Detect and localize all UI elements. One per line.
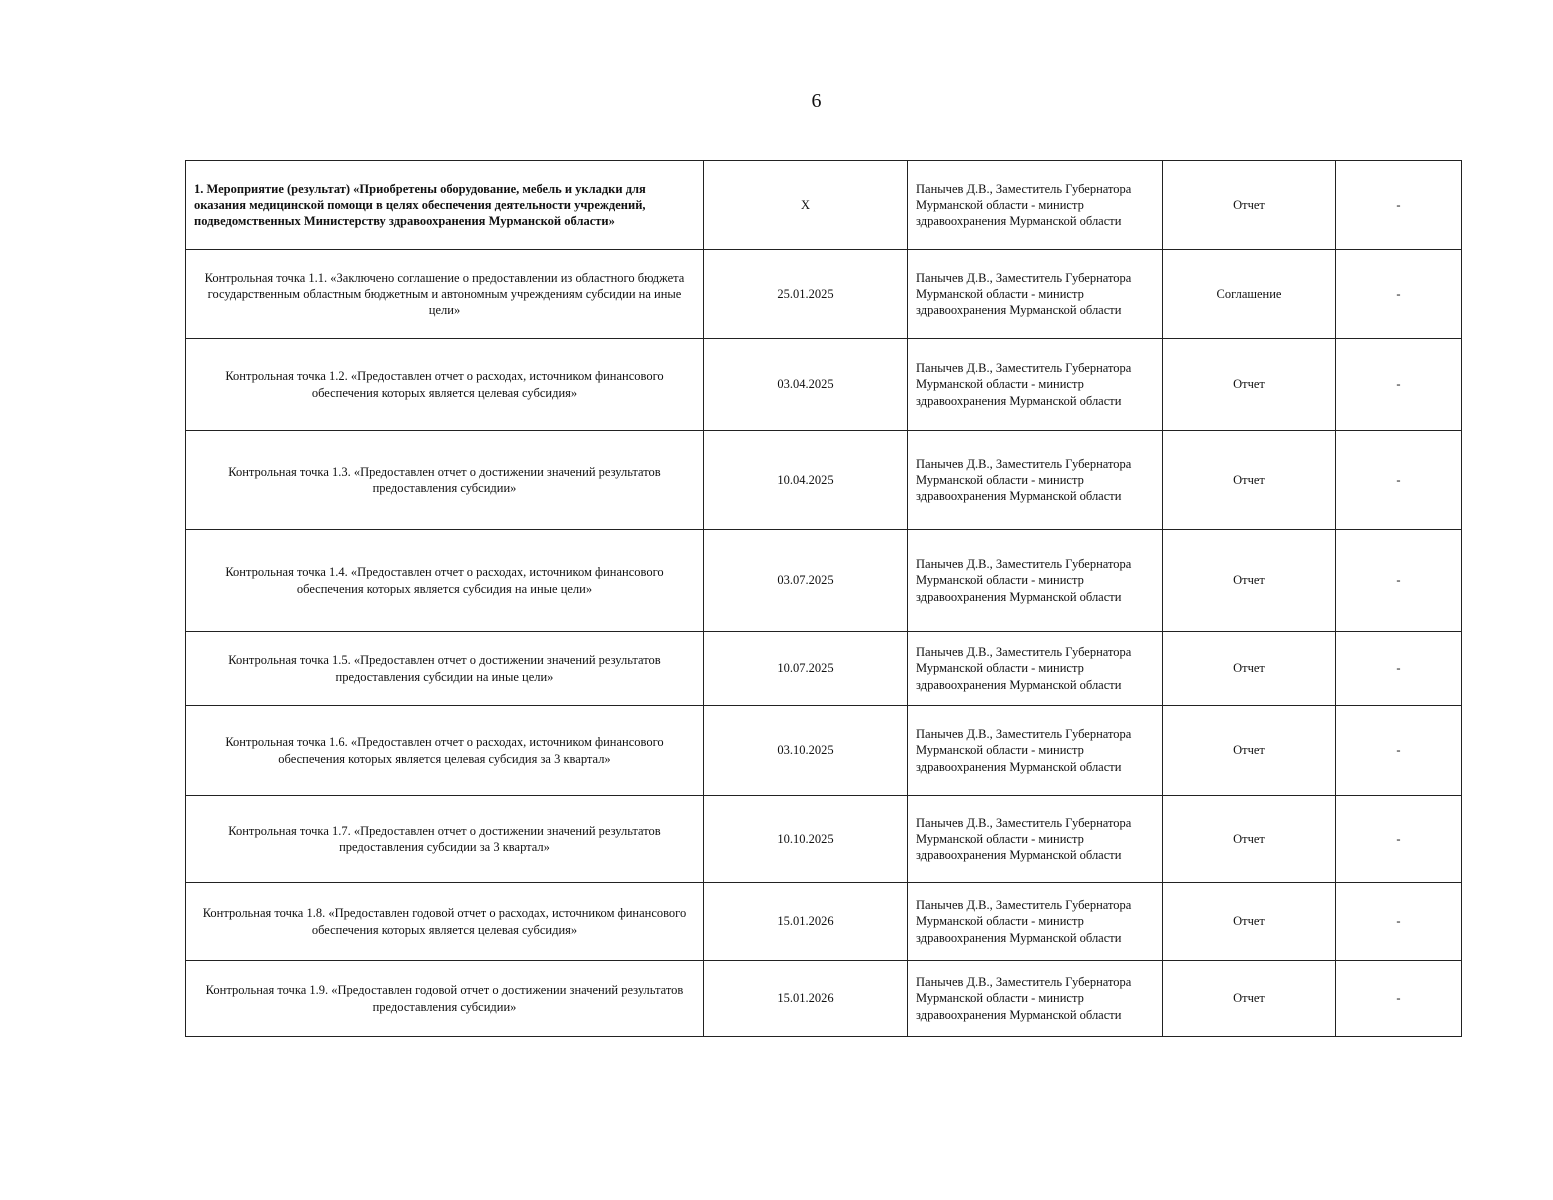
row-note: - [1336, 250, 1462, 339]
row-date: 15.01.2026 [704, 883, 908, 961]
table-row [186, 632, 1462, 706]
control-points-table [185, 160, 1462, 1037]
row-document: Соглашение [1163, 250, 1336, 339]
row-name: Контрольная точка 1.7. «Предоставлен отчет о достижении значений результатов предоставления субсидии за 3 квартал» [186, 796, 704, 883]
row-document: Отчет [1163, 961, 1336, 1037]
table-row [186, 796, 1462, 883]
row-note: - [1336, 796, 1462, 883]
row-responsible: Панычев Д.В., Заместитель Губернатора Мурманской области - министр здравоохранения Мурманской области [908, 250, 1163, 339]
table-row [186, 431, 1462, 530]
row-note: - [1336, 530, 1462, 632]
row-date: 25.01.2025 [704, 250, 908, 339]
table-row [186, 530, 1462, 632]
page-number: 6 [811, 90, 822, 112]
row-document: Отчет [1163, 632, 1336, 706]
table-row [186, 883, 1462, 961]
table-row [186, 961, 1462, 1037]
row-name: 1. Мероприятие (результат) «Приобретены оборудование, мебель и укладки для оказания медицинской помощи в целях обеспечения деятельности учреждений, подведомственных Министерству здравоохранения Мурманской области» [186, 161, 704, 250]
row-name: Контрольная точка 1.1. «Заключено соглашение о предоставлении из областного бюджета государственным областным бюджетным и автономным учреждениям субсидии на иные цели» [186, 250, 704, 339]
row-date: 10.07.2025 [704, 632, 908, 706]
row-date: Х [704, 161, 908, 250]
row-responsible: Панычев Д.В., Заместитель Губернатора Мурманской области - министр здравоохранения Мурманской области [908, 883, 1163, 961]
row-responsible: Панычев Д.В., Заместитель Губернатора Мурманской области - министр здравоохранения Мурманской области [908, 339, 1163, 431]
row-name: Контрольная точка 1.2. «Предоставлен отчет о расходах, источником финансового обеспечения которых является целевая субсидия» [186, 339, 704, 431]
row-note: - [1336, 883, 1462, 961]
row-date: 15.01.2026 [704, 961, 908, 1037]
row-document: Отчет [1163, 530, 1336, 632]
row-name: Контрольная точка 1.9. «Предоставлен годовой отчет о достижении значений результатов предоставления субсидии» [186, 961, 704, 1037]
row-document: Отчет [1163, 796, 1336, 883]
row-note: - [1336, 961, 1462, 1037]
row-responsible: Панычев Д.В., Заместитель Губернатора Мурманской области - министр здравоохранения Мурманской области [908, 530, 1163, 632]
row-note: - [1336, 632, 1462, 706]
row-name: Контрольная точка 1.4. «Предоставлен отчет о расходах, источником финансового обеспечения которых является субсидия на иные цели» [186, 530, 704, 632]
row-name: Контрольная точка 1.8. «Предоставлен годовой отчет о расходах, источником финансового обеспечения которых является целевая субсидия» [186, 883, 704, 961]
row-responsible: Панычев Д.В., Заместитель Губернатора Мурманской области - министр здравоохранения Мурманской области [908, 161, 1163, 250]
row-responsible: Панычев Д.В., Заместитель Губернатора Мурманской области - министр здравоохранения Мурманской области [908, 632, 1163, 706]
row-note: - [1336, 339, 1462, 431]
row-date: 10.10.2025 [704, 796, 908, 883]
row-responsible: Панычев Д.В., Заместитель Губернатора Мурманской области - министр здравоохранения Мурманской области [908, 431, 1163, 530]
row-document: Отчет [1163, 339, 1336, 431]
table-row [186, 706, 1462, 796]
row-note: - [1336, 431, 1462, 530]
row-note: - [1336, 161, 1462, 250]
table-row-measure [186, 161, 1462, 250]
row-date: 03.10.2025 [704, 706, 908, 796]
row-date: 03.07.2025 [704, 530, 908, 632]
row-name: Контрольная точка 1.5. «Предоставлен отчет о достижении значений результатов предоставления субсидии на иные цели» [186, 632, 704, 706]
row-responsible: Панычев Д.В., Заместитель Губернатора Мурманской области - министр здравоохранения Мурманской области [908, 796, 1163, 883]
row-date: 10.04.2025 [704, 431, 908, 530]
row-date: 03.04.2025 [704, 339, 908, 431]
row-responsible: Панычев Д.В., Заместитель Губернатора Мурманской области - министр здравоохранения Мурманской области [908, 706, 1163, 796]
table-row [186, 339, 1462, 431]
row-document: Отчет [1163, 883, 1336, 961]
row-document: Отчет [1163, 161, 1336, 250]
row-name: Контрольная точка 1.3. «Предоставлен отчет о достижении значений результатов предоставления субсидии» [186, 431, 704, 530]
row-document: Отчет [1163, 431, 1336, 530]
row-name: Контрольная точка 1.6. «Предоставлен отчет о расходах, источником финансового обеспечения которых является целевая субсидия за 3 квартал» [186, 706, 704, 796]
table-row [186, 250, 1462, 339]
row-document: Отчет [1163, 706, 1336, 796]
row-note: - [1336, 706, 1462, 796]
row-responsible: Панычев Д.В., Заместитель Губернатора Мурманской области - министр здравоохранения Мурманской области [908, 961, 1163, 1037]
